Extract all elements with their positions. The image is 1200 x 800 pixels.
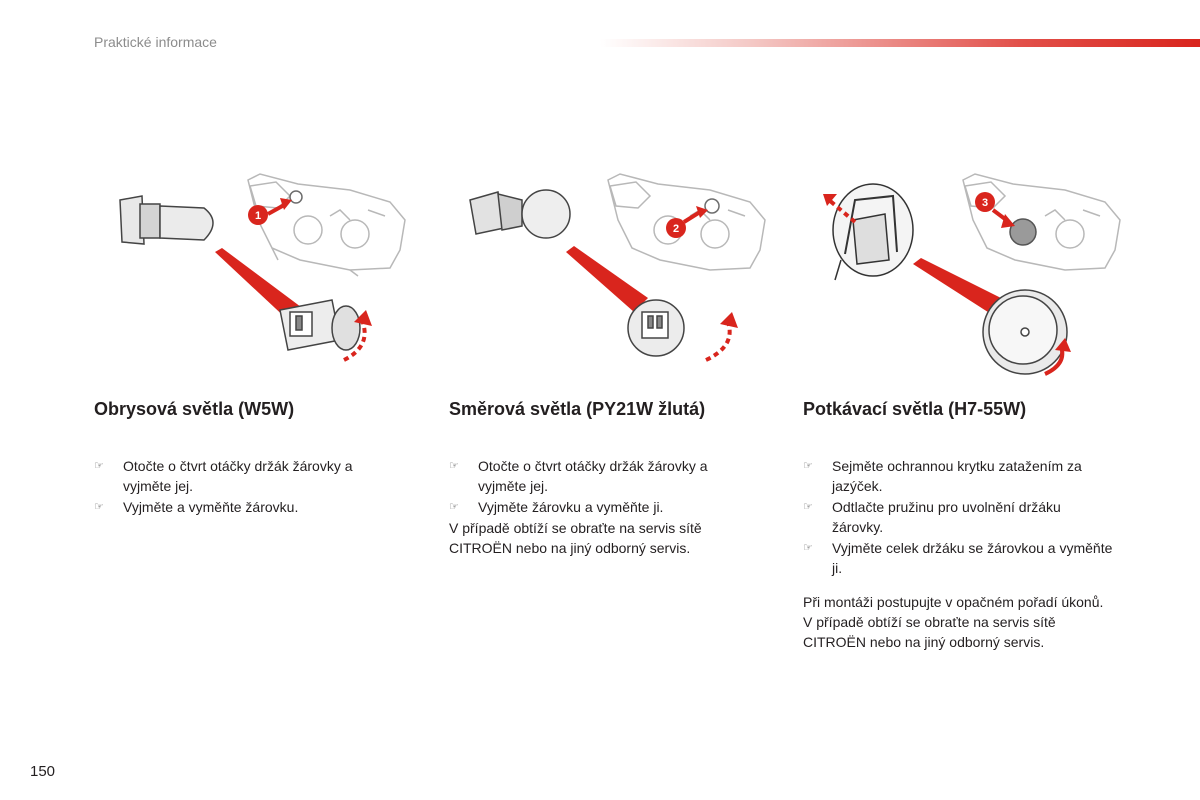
illustration-dipped-beam [815, 160, 1135, 380]
hand-pointer-icon: ☞ [803, 460, 813, 472]
bulb-holder-spring [833, 184, 913, 280]
steps-list [803, 456, 1113, 578]
section-dipped-beam [803, 398, 1113, 652]
hand-pointer-icon: ☞ [94, 501, 104, 513]
note-text: V případě obtíží se obraťte na servis sítě CITROËN nebo na jiný odborný servis. [803, 614, 1056, 650]
section-side-lights [94, 398, 404, 518]
bulb-py21w [470, 190, 570, 238]
section-turn-signals [449, 398, 749, 558]
section-heading: Potkávací světla (H7-55W) [803, 399, 1027, 419]
illustration-side-light [100, 160, 420, 370]
bulb-holder-detail [628, 300, 684, 356]
headlamp-housing [963, 174, 1120, 270]
list-item: ☞ Vyjměte a vyměňte žárovku. [94, 499, 299, 515]
list-item: ☞ Sejměte ochrannou krytku zatažením za jazýček. [803, 458, 1082, 494]
hand-pointer-icon: ☞ [803, 542, 813, 554]
list-item: ☞ Otočte o čtvrt otáčky držák žárovky a vyjměte jej. [449, 458, 708, 494]
page-number: 150 [30, 763, 56, 780]
step-badge-3 [975, 192, 995, 212]
steps-list [449, 456, 749, 517]
step-badge-1 [248, 205, 268, 225]
header-accent-bar [600, 39, 1200, 47]
list-item: ☞ Otočte o čtvrt otáčky držák žárovky a vyjměte jej. [94, 458, 353, 494]
protective-cap [1010, 219, 1036, 245]
bulb-holder-detail [280, 300, 360, 350]
hand-pointer-icon: ☞ [803, 501, 813, 513]
rotate-arrow-icon [706, 322, 730, 360]
hand-pointer-icon: ☞ [449, 501, 459, 513]
list-item: ☞ Odtlačte pružinu pro uvolnění držáku žárovky. [803, 499, 1061, 535]
list-item: ☞ Vyjměte celek držáku se žárovkou a vyměňte ji. [803, 540, 1113, 576]
arrow-icon [684, 212, 700, 222]
hand-pointer-icon: ☞ [449, 460, 459, 472]
list-item: ☞ Vyjměte žárovku a vyměňte ji. [449, 499, 664, 515]
bulb-w5w [120, 196, 213, 244]
zoom-indicator [913, 258, 1005, 314]
cap-detail [983, 290, 1067, 374]
illustration-turn-signal [460, 160, 780, 370]
steps-list [94, 456, 404, 517]
hand-pointer-icon: ☞ [94, 460, 104, 472]
section-heading: Obrysová světla (W5W) [94, 399, 295, 419]
headlamp-housing [248, 174, 405, 276]
svg-text:1: 1 [254, 210, 262, 222]
note-text: Při montáži postupujte v opačném pořadí úkonů. [803, 594, 1104, 610]
note-text: V případě obtíží se obraťte na servis sítě CITROËN nebo na jiný odborný servis. [449, 520, 702, 556]
section-title: Praktické informace [94, 34, 217, 50]
section-heading: Směrová světla (PY21W žlutá) [449, 399, 706, 419]
bulb-socket-hole [290, 191, 302, 203]
svg-text:2: 2 [672, 223, 680, 235]
svg-text:3: 3 [981, 197, 989, 209]
step-badge-2 [666, 218, 686, 238]
zoom-indicator [566, 246, 648, 312]
